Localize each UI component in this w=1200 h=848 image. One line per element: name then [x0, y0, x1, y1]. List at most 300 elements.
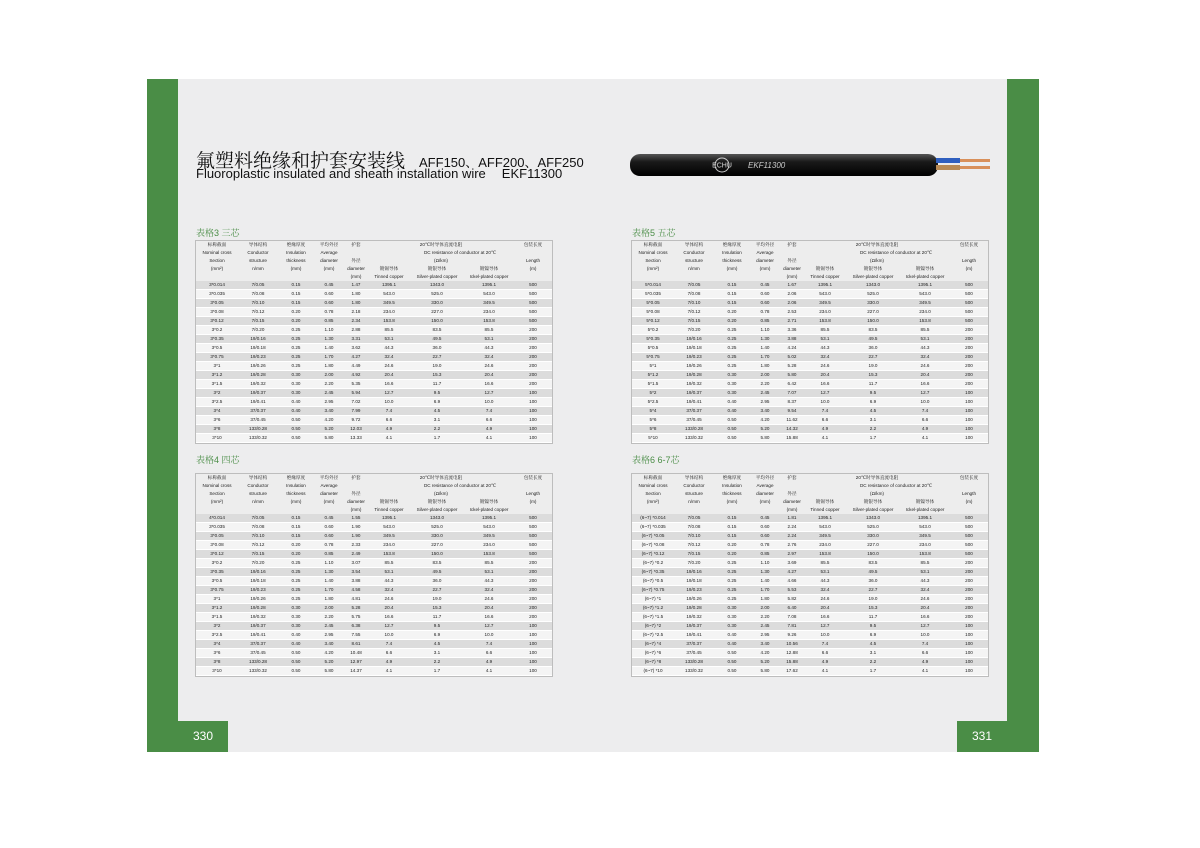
table-cell: (6~7) *0.35 — [632, 568, 674, 577]
table-cell: 100 — [514, 631, 552, 640]
header-cell: Ickel-plated copper — [464, 273, 514, 281]
table-row — [632, 308, 988, 317]
table-cell: 7/0.15 — [238, 550, 278, 559]
table-cell: 9.5 — [410, 622, 464, 631]
table-cell: 16.6 — [464, 380, 514, 389]
table-row — [196, 541, 552, 550]
table-cell: 16.6 — [900, 613, 950, 622]
table-cell: (6~7) *0.05 — [632, 532, 674, 541]
header-cell — [314, 273, 344, 281]
table-cell: 0.40 — [278, 398, 314, 407]
header-cell: 绝缘厚度 — [714, 241, 750, 249]
table-cell: 2.49 — [344, 550, 368, 559]
header-cell: Average — [750, 482, 780, 490]
table-cell: 19/0.23 — [238, 586, 278, 595]
table-cell: 44.3 — [804, 577, 846, 586]
table-cell: 7.4 — [900, 640, 950, 649]
table-cell: 0.25 — [714, 586, 750, 595]
table-cell: 85.5 — [464, 559, 514, 568]
table-cell: 7/0.15 — [238, 317, 278, 326]
table-cell: 3*8 — [196, 425, 238, 434]
page-number-left: 330 — [178, 721, 228, 752]
table-row — [196, 326, 552, 335]
header-cell: 平均外径 — [314, 474, 344, 482]
table-cell: 16.6 — [804, 380, 846, 389]
table-row — [196, 667, 552, 676]
table-cell: 0.45 — [750, 281, 780, 290]
table-cell: 12.7 — [900, 389, 950, 398]
title-en-text: Fluoroplastic insulated and sheath installation wire — [196, 166, 486, 181]
table-cell: 200 — [514, 371, 552, 380]
table-cell: 5*1.2 — [632, 371, 674, 380]
table-cell: 11.7 — [846, 613, 900, 622]
table-cell: 3*2.5 — [196, 631, 238, 640]
header-cell — [514, 506, 552, 514]
header-cell — [780, 482, 804, 490]
table-cell: 19.0 — [410, 362, 464, 371]
header-cell: 标称截面 — [632, 241, 674, 249]
table-cell: (6~7) *8 — [632, 658, 674, 667]
table-cell: 24.6 — [464, 362, 514, 371]
table-cell: 0.85 — [314, 550, 344, 559]
table-cell: 0.25 — [278, 344, 314, 353]
table-cell: 4.9 — [804, 425, 846, 434]
table-cell: 32.4 — [368, 586, 410, 595]
table-cell: 200 — [514, 380, 552, 389]
table-cell: 19/0.23 — [238, 353, 278, 362]
header-cell: 平均外径 — [314, 241, 344, 249]
header-cell — [632, 273, 674, 281]
header-cell: Section — [632, 257, 674, 265]
table-cell: 15.3 — [410, 371, 464, 380]
table-cell: 12.7 — [804, 622, 846, 631]
table-cell: 1.70 — [314, 353, 344, 362]
table-cell: 4.1 — [368, 434, 410, 443]
table-cell: 0.20 — [278, 541, 314, 550]
table-cell: 4.5 — [410, 407, 464, 416]
table-row — [196, 281, 552, 290]
table-cell: 200 — [950, 353, 988, 362]
table-cell: 4.9 — [464, 425, 514, 434]
table-cell: 83.5 — [846, 326, 900, 335]
table-cell: 3*2 — [196, 389, 238, 398]
table-cell: 7.4 — [368, 407, 410, 416]
table-cell: 12.7 — [804, 389, 846, 398]
table-cell: (6~7) *0.014 — [632, 514, 674, 523]
header-cell: Average — [314, 249, 344, 257]
table-cell: 4.20 — [750, 649, 780, 658]
table-cell: 3.40 — [750, 407, 780, 416]
table-row — [196, 568, 552, 577]
table-cell: 1.80 — [750, 362, 780, 371]
table-cell: 19/0.37 — [674, 622, 714, 631]
header-cell: structure — [238, 490, 278, 498]
table-row — [632, 649, 988, 658]
table-cell: 0.15 — [278, 299, 314, 308]
header-cell: 包装长度 — [950, 474, 988, 482]
table-cell: 36.0 — [410, 344, 464, 353]
table-row — [632, 586, 988, 595]
table-row — [632, 622, 988, 631]
header-cell: (mm²) — [196, 265, 238, 273]
table-cell: 227.0 — [410, 308, 464, 317]
table-cell: 6.9 — [846, 631, 900, 640]
header-cell: DC resistance of conductor at 20℃ — [804, 249, 988, 257]
table-cell: 7/0.10 — [674, 299, 714, 308]
table-cell: 0.60 — [750, 290, 780, 299]
table-row — [632, 640, 988, 649]
table-cell: 349.5 — [464, 299, 514, 308]
header-cell: (mm²) — [632, 265, 674, 273]
table-cell: 5.80 — [750, 434, 780, 443]
table-cell: 32.4 — [464, 353, 514, 362]
table-cell: 3*1 — [196, 595, 238, 604]
header-cell: 护套 — [344, 241, 368, 249]
table-cell: 1.90 — [344, 523, 368, 532]
table-cell: 1.81 — [780, 514, 804, 523]
table-cell: 44.3 — [368, 344, 410, 353]
table-cell: 3*10 — [196, 434, 238, 443]
table-cell: 19/0.37 — [674, 389, 714, 398]
table-cell: (6~7) *1.2 — [632, 604, 674, 613]
table-cell: 0.25 — [714, 559, 750, 568]
table-row — [632, 371, 988, 380]
table-cell: 19/0.16 — [674, 335, 714, 344]
table-cell: 0.15 — [278, 281, 314, 290]
table-cell: 100 — [950, 434, 988, 443]
table-cell: 11.7 — [410, 613, 464, 622]
table-cell: 0.25 — [714, 326, 750, 335]
table-cell: 7/0.08 — [674, 523, 714, 532]
table-cell: 9.72 — [344, 416, 368, 425]
header-cell: 20℃时导体直流电阻 — [368, 474, 514, 482]
table-cell: 5*0.2 — [632, 326, 674, 335]
table-cell: 0.20 — [278, 308, 314, 317]
table-cell: 3*0.12 — [196, 550, 238, 559]
table-cell: 234.0 — [900, 308, 950, 317]
header-cell: 镀银导体 — [410, 498, 464, 506]
table-cell: 7.4 — [464, 640, 514, 649]
table-cell: 4.9 — [368, 425, 410, 434]
header-cell — [344, 249, 368, 257]
table-cell: 3*2 — [196, 622, 238, 631]
table-cell: 3*6 — [196, 649, 238, 658]
table-cell: 1.90 — [344, 532, 368, 541]
header-cell: (Ω/km) — [804, 490, 950, 498]
table-cell: 19/0.41 — [674, 398, 714, 407]
table-row — [196, 425, 552, 434]
header-row-cn — [632, 241, 988, 249]
table-cell: 0.30 — [714, 622, 750, 631]
brown-core — [936, 165, 960, 170]
table-cell: 0.45 — [750, 514, 780, 523]
header-cell: Tinned copper — [368, 273, 410, 281]
header-cell — [278, 273, 314, 281]
table-cell: 6.9 — [846, 398, 900, 407]
table-cell: 0.30 — [278, 380, 314, 389]
table-cell: 32.4 — [900, 353, 950, 362]
table-cell: 44.3 — [368, 577, 410, 586]
table-cell: 20.4 — [804, 604, 846, 613]
header-cell: 20℃时导体直流电阻 — [804, 474, 950, 482]
table-title-6: 表格6 6-7芯 — [632, 455, 680, 465]
table-cell: 3*6 — [196, 416, 238, 425]
spec-table-5-core — [632, 241, 988, 443]
table-cell: 1343.0 — [410, 281, 464, 290]
table-cell: 200 — [950, 344, 988, 353]
header-cell: Nominal cross — [632, 482, 674, 490]
table-cell: 22.7 — [410, 586, 464, 595]
table-cell: 37/0.37 — [238, 640, 278, 649]
header-cell: (mm) — [780, 506, 804, 514]
table-cell: 24.6 — [464, 595, 514, 604]
table-cell: 4.5 — [846, 640, 900, 649]
header-cell: 镀银导体 — [846, 498, 900, 506]
header-cell: thickness — [714, 257, 750, 265]
table-cell: 1.80 — [314, 362, 344, 371]
header-cell: structure — [238, 257, 278, 265]
table-cell: 7/0.05 — [238, 514, 278, 523]
table-cell: 0.25 — [714, 344, 750, 353]
table-cell: 500 — [514, 281, 552, 290]
table-cell: 133/0.28 — [674, 658, 714, 667]
header-cell: 标称截面 — [196, 474, 238, 482]
table-row — [196, 559, 552, 568]
table-cell: 4.92 — [344, 371, 368, 380]
page-number-right: 331 — [957, 721, 1007, 752]
table-cell: 32.4 — [900, 586, 950, 595]
model-code-en: EKF11300 — [501, 166, 563, 181]
table-cell: 1.7 — [846, 434, 900, 443]
table-cell: 19/0.37 — [238, 389, 278, 398]
table-cell: 83.5 — [846, 559, 900, 568]
table-cell: 0.15 — [278, 532, 314, 541]
table-cell: 349.5 — [464, 532, 514, 541]
table-cell: 15.88 — [780, 658, 804, 667]
table-cell: 49.5 — [846, 335, 900, 344]
table-cell: 6.6 — [368, 416, 410, 425]
table-cell: 5.53 — [780, 586, 804, 595]
table-cell: 12.7 — [368, 389, 410, 398]
table-cell: 16.6 — [804, 613, 846, 622]
table-cell: 543.0 — [464, 290, 514, 299]
table-cell: 32.4 — [804, 586, 846, 595]
header-cell: 20℃时导体直流电阻 — [804, 241, 950, 249]
table-cell: 19/0.16 — [674, 568, 714, 577]
table-cell: 4.5 — [410, 640, 464, 649]
table-cell: 0.60 — [750, 299, 780, 308]
table-cell: 3*0.2 — [196, 326, 238, 335]
table-cell: 2.76 — [780, 541, 804, 550]
table-cell: 9.26 — [780, 631, 804, 640]
table-cell: 100 — [950, 631, 988, 640]
table-cell: 24.6 — [368, 595, 410, 604]
table-cell: 200 — [950, 335, 988, 344]
header-cell: (mm) — [314, 498, 344, 506]
header-cell: n/mm — [238, 265, 278, 273]
table-cell: 234.0 — [900, 541, 950, 550]
table-cell: 200 — [514, 613, 552, 622]
table-cell: 330.0 — [410, 532, 464, 541]
table-cell: 5*0.12 — [632, 317, 674, 326]
table-cell: 5.80 — [750, 667, 780, 676]
header-row-en-2 — [632, 257, 988, 265]
table-cell: 5.35 — [344, 380, 368, 389]
header-cell — [278, 506, 314, 514]
table-row — [196, 353, 552, 362]
table-cell: 0.25 — [278, 362, 314, 371]
table-cell: 2.20 — [314, 380, 344, 389]
spec-table-3-core — [196, 241, 552, 443]
table-cell: 0.85 — [314, 317, 344, 326]
table-cell: 1.70 — [750, 586, 780, 595]
header-cell: (mm) — [278, 265, 314, 273]
table-cell: 19/0.26 — [238, 595, 278, 604]
table-cell: (6~7) *1 — [632, 595, 674, 604]
table-row — [632, 604, 988, 613]
table-cell: 6.6 — [900, 649, 950, 658]
table-cell: 2.00 — [314, 604, 344, 613]
table-cell: 5.75 — [344, 613, 368, 622]
table-cell: 1.40 — [750, 344, 780, 353]
table-cell: 2.95 — [750, 631, 780, 640]
table-cell: 200 — [514, 604, 552, 613]
table-cell: 1343.0 — [846, 514, 900, 523]
header-cell: DC resistance of conductor at 20℃ — [368, 482, 552, 490]
header-cell: 包装长度 — [514, 241, 552, 249]
table-cell: 3*0.035 — [196, 290, 238, 299]
table-cell: 10.0 — [464, 398, 514, 407]
table-cell: 1.47 — [344, 281, 368, 290]
header-row-cn — [196, 474, 552, 482]
table-cell: 10.56 — [780, 640, 804, 649]
table-cell: 2.34 — [344, 317, 368, 326]
table-cell: 2.45 — [314, 389, 344, 398]
table-cell: (6~7) *6 — [632, 649, 674, 658]
table-cell: 12.7 — [900, 622, 950, 631]
header-row-en-3 — [196, 498, 552, 506]
table-cell: 0.25 — [278, 568, 314, 577]
header-cell: structure — [674, 490, 714, 498]
table-cell: 10.0 — [804, 398, 846, 407]
table-cell: 3.1 — [846, 649, 900, 658]
cable-print-text: EKF11300 — [748, 161, 786, 170]
header-cell: (m) — [950, 265, 988, 273]
header-cell: (mm) — [714, 265, 750, 273]
table-cell: 1.7 — [846, 667, 900, 676]
table-cell: 4*0.014 — [196, 514, 238, 523]
table-cell: 4.49 — [344, 362, 368, 371]
table-cell: 349.5 — [900, 299, 950, 308]
table-cell: 525.0 — [846, 523, 900, 532]
header-cell: 镀锡导体 — [804, 498, 846, 506]
table-cell: 2.95 — [314, 631, 344, 640]
header-cell: 包装长度 — [950, 241, 988, 249]
table-cell: 227.0 — [846, 308, 900, 317]
table-cell: 1343.0 — [410, 514, 464, 523]
table-cell: 0.15 — [278, 514, 314, 523]
table-cell: 7/0.10 — [674, 532, 714, 541]
title-english — [196, 166, 562, 181]
table-cell: 1.80 — [344, 299, 368, 308]
table-cell: 22.7 — [410, 353, 464, 362]
table-cell: 100 — [514, 640, 552, 649]
table-cell: 4.1 — [900, 667, 950, 676]
header-cell: 镀镍导体 — [900, 498, 950, 506]
table-cell: 32.4 — [368, 353, 410, 362]
table-cell: 543.0 — [804, 523, 846, 532]
table-cell: 153.8 — [900, 550, 950, 559]
table-cell: 500 — [514, 308, 552, 317]
table-cell: 200 — [514, 326, 552, 335]
header-cell: (m) — [514, 498, 552, 506]
table-cell: 44.3 — [900, 577, 950, 586]
table-cell: (6~7) *1.5 — [632, 613, 674, 622]
header-cell — [514, 273, 552, 281]
table-cell: 0.40 — [278, 407, 314, 416]
table-cell: 0.30 — [278, 604, 314, 613]
table-cell: 0.30 — [714, 389, 750, 398]
table-cell: 10.0 — [900, 398, 950, 407]
table-cell: 0.78 — [750, 308, 780, 317]
table-cell: 100 — [514, 416, 552, 425]
header-cell — [344, 482, 368, 490]
table-cell: 7/0.05 — [674, 281, 714, 290]
table-row — [632, 667, 988, 676]
header-cell: 外径 — [780, 490, 804, 498]
table-cell: 15.3 — [410, 604, 464, 613]
table-cell: 7/0.08 — [674, 290, 714, 299]
table-row — [196, 362, 552, 371]
table-cell: 7/0.10 — [238, 532, 278, 541]
header-cell: diameter — [314, 257, 344, 265]
table-cell: 85.5 — [368, 326, 410, 335]
table-row — [196, 658, 552, 667]
table-cell: 19/0.41 — [238, 631, 278, 640]
header-cell: (mm²) — [196, 498, 238, 506]
header-cell: Nominal cross — [196, 482, 238, 490]
header-cell — [196, 273, 238, 281]
table-cell: 53.1 — [464, 335, 514, 344]
table-cell: 4.9 — [804, 658, 846, 667]
table-cell: 100 — [950, 398, 988, 407]
table-row — [632, 541, 988, 550]
table-cell: 200 — [514, 344, 552, 353]
table-cell: 0.60 — [314, 523, 344, 532]
header-cell: diameter — [344, 265, 368, 273]
header-cell: Insulation — [278, 482, 314, 490]
table-cell: 16.6 — [368, 380, 410, 389]
table-cell: 37/0.37 — [674, 640, 714, 649]
blue-core — [936, 158, 960, 163]
table-cell: 83.5 — [410, 326, 464, 335]
table-cell: 0.60 — [314, 290, 344, 299]
header-row-en-1 — [632, 249, 988, 257]
table-cell: 22.7 — [846, 353, 900, 362]
header-row-en-1 — [196, 482, 552, 490]
table-cell: 5*6 — [632, 416, 674, 425]
table-cell: 500 — [514, 317, 552, 326]
table-cell: 1.30 — [314, 568, 344, 577]
table-cell: 20.4 — [368, 604, 410, 613]
header-cell: 镀银导体 — [846, 265, 900, 273]
table-cell: 3.07 — [344, 559, 368, 568]
table-cell: 4.9 — [464, 658, 514, 667]
table-cell: 7/0.20 — [674, 559, 714, 568]
table-cell: 5.94 — [344, 389, 368, 398]
table-cell: 543.0 — [900, 290, 950, 299]
table-cell: 19/0.26 — [674, 595, 714, 604]
